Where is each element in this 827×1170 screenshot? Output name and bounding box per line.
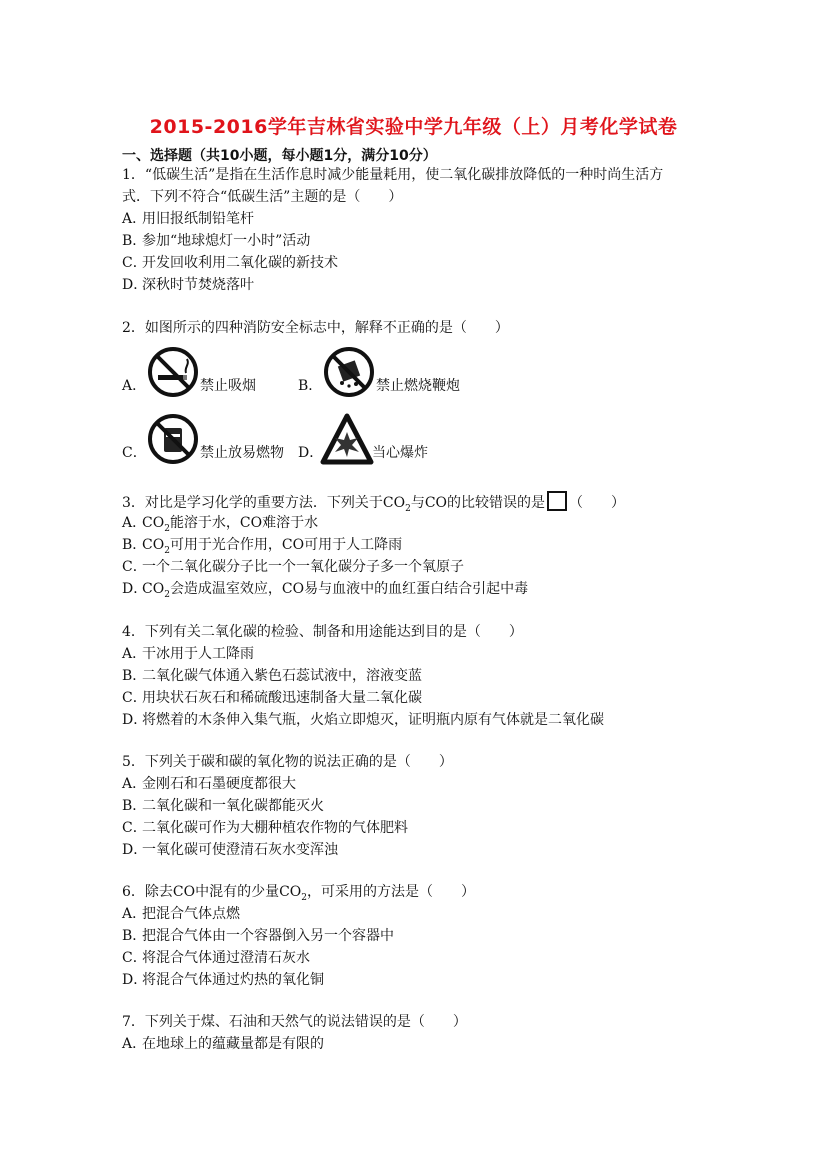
page-title: 2015-2016学年吉林省实验中学九年级（上）月考化学试卷 (149, 116, 678, 138)
question-5-option-d[interactable]: D．一氧化碳可使澄清石灰水变浑浊 (122, 842, 338, 858)
no-flammables-icon (146, 412, 200, 466)
question-3-option-c[interactable]: C．一个二氧化碳分子比一个一氧化碳分子多一个氧原子 (122, 559, 464, 575)
question-4-option-a[interactable]: A．干冰用于人工降雨 (122, 646, 254, 662)
question-4-option-d[interactable]: D．将燃着的木条伸入集气瓶，火焰立即熄灭，证明瓶内原有气体就是二氧化碳 (122, 712, 604, 728)
question-6-option-a[interactable]: A．把混合气体点燃 (122, 906, 240, 922)
question-6-option-c[interactable]: C．将混合气体通过澄清石灰水 (122, 950, 310, 966)
question-1-option-d[interactable]: D．深秋时节焚烧落叶 (122, 277, 254, 293)
question-5-option-c[interactable]: C．二氧化碳可作为大棚种植农作物的气体肥料 (122, 820, 408, 836)
section-heading: 一、选择题（共10小题，每小题1分，满分10分） (122, 148, 437, 164)
question-3-option-d[interactable]: D．$CO_2$会造成温室效应，CO易与血液中的血红蛋白结合引起中毒 (122, 581, 529, 600)
question-2-sign-row-2: C． 禁止放易燃物 D． 当心爆炸 (122, 412, 722, 468)
question-2-sign-row-1: A． 禁止吸烟 B． 禁止燃烧鞭炮 (122, 345, 722, 401)
question-1-stem-line-2: 式．下列不符合“低碳生活”主题的是（ ） (122, 189, 403, 205)
question-4-option-b[interactable]: B．二氧化碳气体通入紫色石蕊试液中，溶液变蓝 (122, 668, 422, 684)
question-7-stem: 7．下列关于煤、石油和天然气的说法错误的是（ ） (122, 1014, 467, 1030)
question-3-option-b[interactable]: B．$CO_2$可用于光合作用，CO可用于人工降雨 (122, 537, 403, 556)
question-4-stem: 4．下列有关二氧化碳的检验、制备和用途能达到目的是（ ） (122, 624, 523, 640)
answer-blank-box[interactable] (547, 491, 567, 511)
question-1-option-a[interactable]: A．用旧报纸制铅笔杆 (122, 211, 254, 227)
question-7-option-a[interactable]: A．在地球上的蕴藏量都是有限的 (122, 1036, 324, 1052)
question-3-option-a[interactable]: A．$CO_2$能溶于水，CO难溶于水 (122, 515, 319, 534)
no-smoking-icon (146, 345, 200, 399)
question-4-option-c[interactable]: C．用块状石灰石和稀硫酸迅速制备大量二氧化碳 (122, 690, 422, 706)
question-6-option-b[interactable]: B．把混合气体由一个容器倒入另一个容器中 (122, 928, 394, 944)
question-5-stem: 5．下列关于碳和碳的氧化物的说法正确的是（ ） (122, 754, 453, 770)
question-1-stem-line-1: 1．“低碳生活”是指在生活作息时减少能量耗用，使二氧化碳排放降低的一种时尚生活方 (122, 167, 664, 183)
question-1-option-c[interactable]: C．开发回收利用二氧化碳的新技术 (122, 255, 338, 271)
question-3-stem: 3．对比是学习化学的重要方法．下列关于$CO_2$与CO的比较错误的是 （ ） (122, 491, 625, 519)
question-6-stem: 6．除去CO中混有的少量$CO_2$，可采用的方法是（ ） (122, 884, 476, 903)
explosion-warning-icon (320, 412, 374, 466)
question-1-option-b[interactable]: B．参加“地球熄灯一小时”活动 (122, 233, 311, 249)
question-2-stem: 2．如图所示的四种消防安全标志中，解释不正确的是（ ） (122, 320, 509, 336)
question-6-option-d[interactable]: D．将混合气体通过灼热的氧化铜 (122, 972, 324, 988)
no-firecrackers-icon (322, 345, 376, 399)
question-5-option-a[interactable]: A．金刚石和石墨硬度都很大 (122, 776, 296, 792)
question-5-option-b[interactable]: B．二氧化碳和一氧化碳都能灭火 (122, 798, 324, 814)
